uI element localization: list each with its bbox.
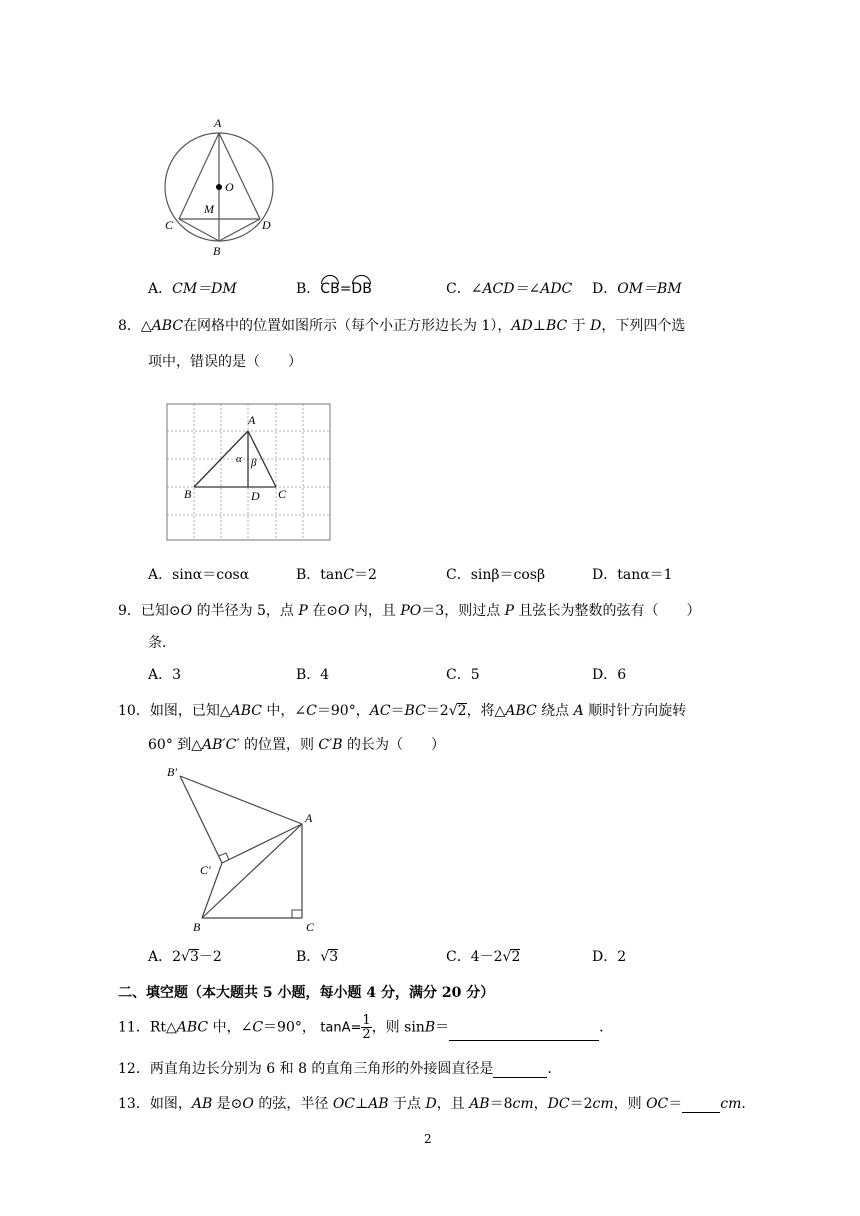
q8-option-b: B．tanC＝2 bbox=[296, 567, 377, 583]
center-point-o bbox=[216, 184, 222, 190]
q10-option-a: A．2√3－2 bbox=[148, 949, 222, 965]
figure-rotation bbox=[160, 762, 330, 938]
answer-blank[interactable] bbox=[682, 1096, 720, 1113]
q7-option-d: D．OM＝BM bbox=[592, 281, 682, 297]
fraction: $\frac{1}{2}$ bbox=[362, 1013, 371, 1042]
label-a: A bbox=[248, 413, 256, 427]
label-c: C bbox=[278, 487, 287, 501]
answer-blank[interactable] bbox=[449, 1024, 599, 1041]
label-a: A bbox=[305, 811, 313, 825]
q9-stem-line2: 条． bbox=[148, 635, 176, 651]
q9-option-d: D．6 bbox=[592, 667, 627, 683]
label-c: C bbox=[165, 218, 174, 232]
label-o: O bbox=[225, 180, 234, 194]
q10-option-c: C．4－2√2 bbox=[446, 949, 521, 965]
q7-option-a: A．CM＝DM bbox=[148, 281, 237, 297]
q10-stem-line2: 60° 到△AB′C′ 的位置，则 C′B 的长为（ ） bbox=[148, 737, 446, 753]
answer-blank[interactable] bbox=[493, 1061, 547, 1078]
label-b: B bbox=[184, 487, 192, 501]
q9-option-b: B．4 bbox=[296, 667, 330, 683]
figure-circle-triangle bbox=[150, 110, 290, 260]
label-b-prime: B′ bbox=[167, 765, 177, 779]
figure-grid-triangle bbox=[160, 398, 336, 546]
q8-option-c: C．sinβ＝cosβ bbox=[446, 567, 546, 583]
label-m: M bbox=[204, 202, 214, 216]
label-a: A bbox=[214, 116, 222, 130]
q8-option-a: A．sinα＝cosα bbox=[148, 567, 250, 583]
label-b: B bbox=[213, 244, 221, 258]
label-beta: β bbox=[251, 457, 257, 469]
q10-option-d: D．2 bbox=[592, 949, 627, 965]
q8-stem-line2: 项中，错误的是（ ） bbox=[148, 354, 302, 370]
q12: 12．两直角边长分别为 6 和 8 的直角三角形的外接圆直径是 ． bbox=[118, 1061, 562, 1077]
q11: 11．Rt△ABC 中，∠C＝90°， tanA= $\frac{1}{2}$ ，则 sinB＝ ． bbox=[118, 1013, 614, 1042]
q8-option-d: D．tanα＝1 bbox=[592, 567, 673, 583]
q9-option-c: C．5 bbox=[446, 667, 480, 683]
label-d: D bbox=[262, 218, 271, 232]
q7-option-b: B．CB=DB bbox=[296, 281, 372, 297]
q10-option-b: B．√3 bbox=[296, 949, 339, 965]
q9-option-a: A．3 bbox=[148, 667, 182, 683]
label-c: C bbox=[306, 920, 315, 934]
label-c-prime: C′ bbox=[200, 863, 211, 877]
label-b: B bbox=[193, 920, 201, 934]
q13: 13．如图，AB 是⊙O 的弦，半径 OC⊥AB 于点 D，且 AB＝8cm，DC＝2cm，则 OC＝ cm． bbox=[118, 1096, 756, 1112]
page-number: 2 bbox=[424, 1132, 432, 1146]
q7-option-c: C．∠ACD＝∠ADC bbox=[446, 281, 573, 297]
q10-stem-line1: 10．如图，已知△ABC 中，∠C＝90°，AC＝BC＝2√2，将△ABC 绕点 A 顺时针方向旋转 bbox=[118, 703, 687, 719]
q9-stem-line1: 9．已知⊙O 的半径为 5，点 P 在⊙O 内，且 PO＝3，则过点 P 且弦长为整数的弦有（ ） bbox=[118, 603, 701, 619]
q8-stem-line1: 8．△ABC在网格中的位置如图所示（每个小正方形边长为 1），AD⊥BC 于 D，下列四个选 bbox=[118, 318, 686, 334]
section-heading-fill-in: 二、填空题（本大题共 5 小题，每小题 4 分，满分 20 分） bbox=[118, 985, 495, 1001]
sqrt-symbol: √ bbox=[448, 703, 458, 719]
label-d: D bbox=[251, 489, 260, 503]
label-alpha: α bbox=[236, 453, 242, 465]
